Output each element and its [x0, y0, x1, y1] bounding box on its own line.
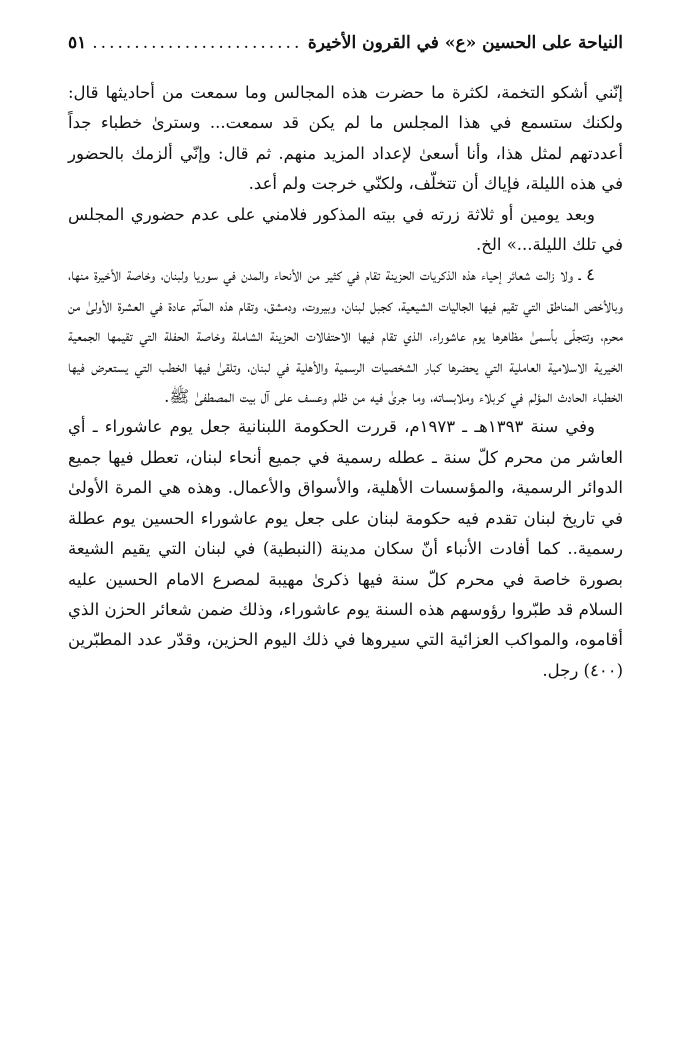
paragraph-continuation: إنّني أشكو التخمة، لكثرة ما حضرت هذه المجالس وما سمعت من أحاديثها قال: ولكنك ستسمع في هذا المجلس ما لم يكن قد سمعت... وسترىٰ خطباء جداً أعددتهم لمثل هذا، وأنا أسعىٰ لإعداد المزيد منهم. ثم قال: وإنّي ألزمك بالحضور في هذه الليلة، فإياك أن تتخلّف، ولكنّي خرجت ولم أعد. [68, 83, 623, 194]
paragraph-visit: وبعد يومين أو ثلاثة زرته في بيته المذكور فلامني على عدم حضوري المجلس في تلك الليلة...» الخ. [68, 204, 623, 255]
dot-leader [92, 28, 302, 58]
paragraph-point-4: ٤ ـ ولا زالت شعائر إحياء هذه الذكريات الحزينة تقام في كثير من الأنحاء والمدن في سوريا ولبنان، وخاصة الأخيرة منها، وبالأخص المناطق التي تقيم فيها الجاليات الشيعية، كجبل لبنان، وبيروت، ودمشق، وتقام هذه المآتم عادة في العشرة الأولىٰ من محرم، وتتجلّى بأسمىٰ مظاهرها يوم عاشوراء، الذي تقام فيها الاحتفالات الحزينة الشاملة وخاصة الحفلة التي تقيمها الجمعية الخيرية الاسلامية العاملية التي يحضرها كبار الشخصيات الرسمية والأهلية في لبنان، وتلقىٰ فيها الخطب التي يستعرض فيها الخطباء الحادث المؤلم في كربلاء وملابساته، وما جرىٰ فيه من ظلم وعسف على آل بيت المصطفىٰ ﷺ. [68, 265, 623, 407]
page-number: ٥١ [68, 33, 87, 53]
book-page [68, 28, 623, 686]
running-header [68, 28, 623, 58]
body-text [68, 78, 623, 686]
running-title: النياحة على الحسين «ع» في القرون الأخيرة [307, 33, 623, 53]
paragraph-lebanon-holiday: وفي سنة ١٣٩٣هـ ـ ١٩٧٣م، قررت الحكومة اللبنانية جعل يوم عاشوراء ـ أي العاشر من محرم كلّ سنة ـ عطله رسمية في جميع أنحاء لبنان، تعطل فيها جميع الدوائر الرسمية، والمؤسسات الأهلية، والأسواق والأعمال. وهذه هي المرة الأولىٰ في تاريخ لبنان تقدم فيه حكومة لبنان على جعل يوم عاشوراء الحسين يوم عطلة رسمية.. كما أفادت الأنباء أنّ سكان مدينة (النبطية) في لبنان التي يقيم الشيعة بصورة خاصة في محرم كلّ سنة فيها ذكرىٰ مهيبة لمصرع الامام الحسين عليه السلام قد طبّروا رؤوسهم هذه السنة يوم عاشوراء، وذلك ضمن شعائر الحزن الذي أقاموه، والمواكب العزائية التي سيروها في ذلك اليوم الحزين، وقدّر عدد المطبّرين (٤٠٠) رجل. [68, 417, 623, 680]
